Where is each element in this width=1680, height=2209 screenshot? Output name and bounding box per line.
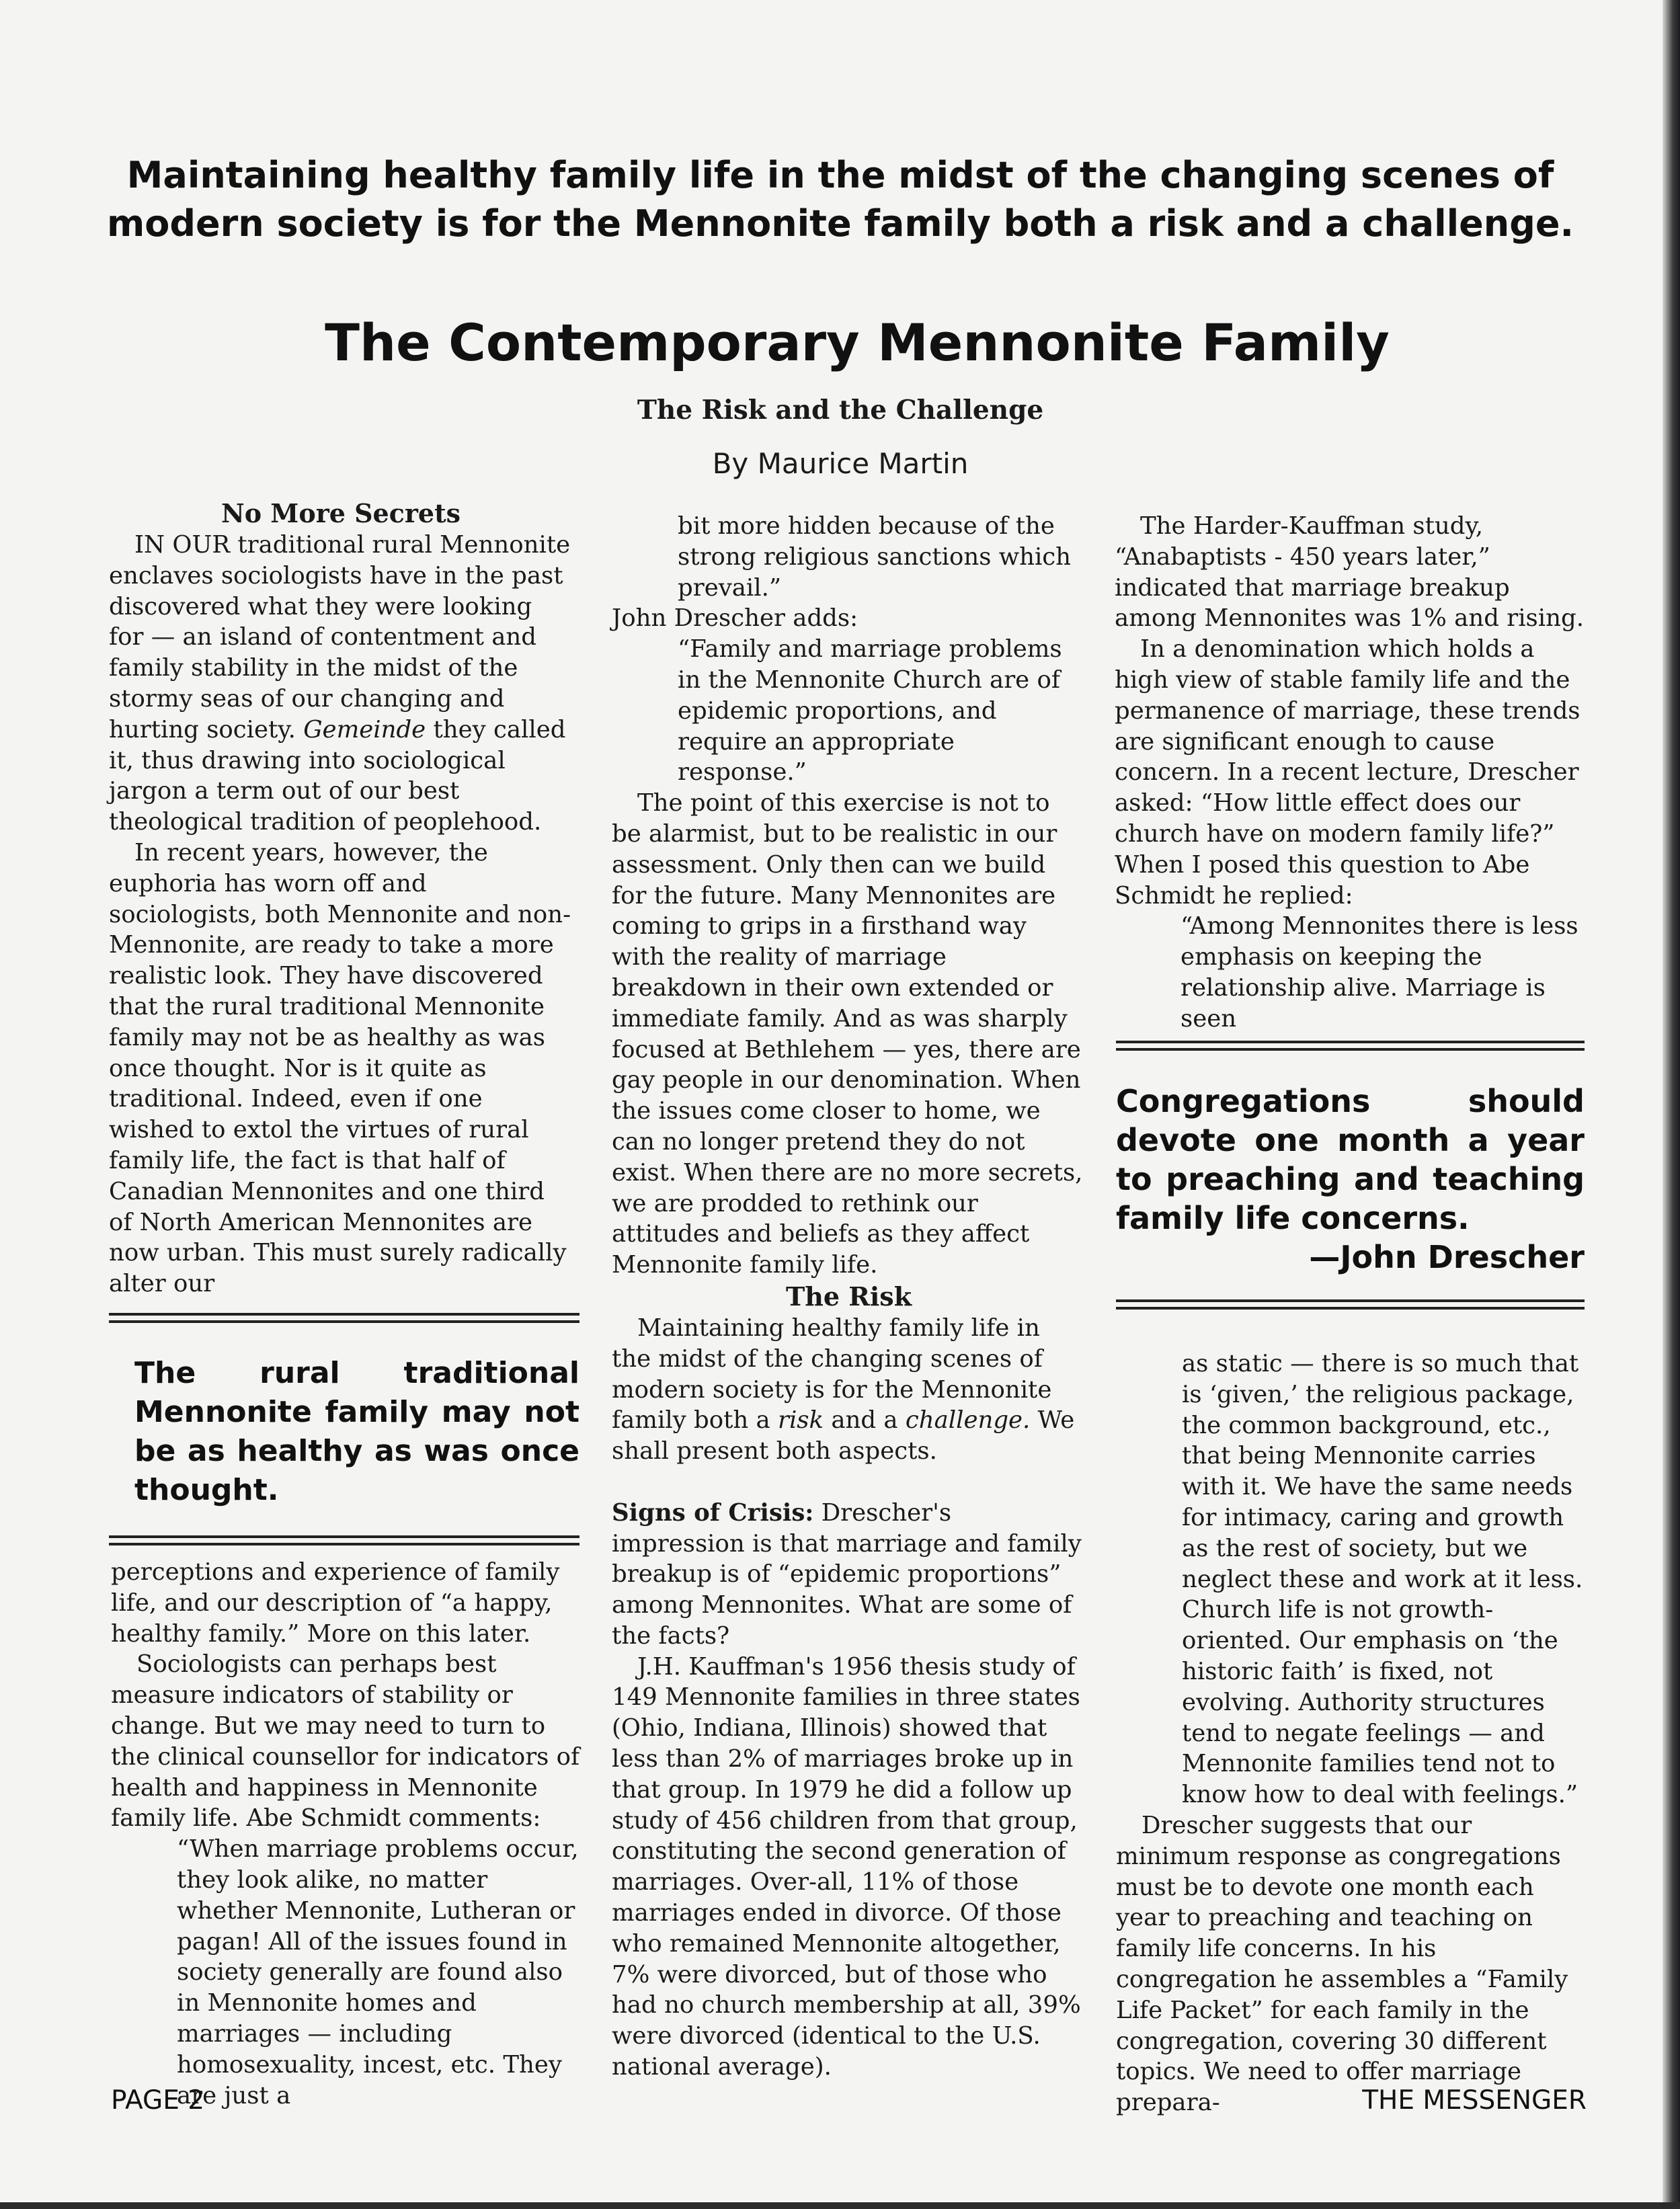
deck-line-1: Maintaining healthy family life in the midst of the changing scenes of — [126, 154, 1554, 196]
pull-quote-text: Congregations should devote one month a year to preaching and teaching family life concerns. — [1116, 1083, 1585, 1236]
column-1-top — [109, 497, 573, 1299]
byline: By Maurice Martin — [712, 447, 969, 480]
pull-quote-1 — [109, 1313, 579, 1545]
block-quote: bit more hidden because of the strong religious sanctions which prevail.” — [678, 512, 1072, 602]
paragraph: In recent years, however, the euphoria has worn off and sociologists, both Mennonite and non-Mennonite, are ready to take a more realistic look. They have discovered that the rural traditional Mennonite family may not be as healthy as was once thought. Nor is it quite as traditional. Indeed, even if one wished to extol the virtues of rural family life, the fact is that half of Canadian Mennonites and one third of North American Mennonites are now urban. This must surely radically alter our — [109, 838, 571, 1298]
paragraph: J.H. Kauffman's 1956 thesis study of 149 Mennonite families in three states (Ohio, Indiana, Illinois) showed that less than 2% of marriages broke up in that group. In 1979 he did a follow up study of 456 children from that group, constituting the second generation of marriages. Over-all, 11% of those marriages ended in divorce. Of those who remained Mennonite altogether, 7% were divorced, but of those who had no church membership at all, 39% were divorced (identical to the U.S. national average). — [612, 1652, 1081, 2081]
paragraph: Maintaining healthy family life in the midst of the changing scenes of modern society is for the Mennonite family both a risk and a challenge. We shall present both aspects. — [612, 1314, 1075, 1465]
paragraph: IN OUR traditional rural Mennonite enclaves sociologists have in the past discovered what they were looking for — an island of contentment and family stability in the midst of the stormy seas of our changing and hurting society. Gemeinde they called it, thus drawing into sociological jargon a term out of our best theological tradition of peoplehood. — [109, 531, 571, 836]
column-2 — [612, 511, 1086, 2083]
deck-line-2: modern society is for the Mennonite family both a risk and a challenge. — [106, 202, 1574, 245]
double-rule — [1116, 1041, 1585, 1043]
deck-headline — [101, 151, 1580, 248]
block-quote: “Family and marriage problems in the Mennonite Church are of epidemic proportions, and require an appropriate response.” — [678, 635, 1062, 787]
paragraph: Drescher suggests that our minimum response as congregations must be to devote one month each year to preaching and teaching on family life concerns. In his congregation he assembles a “Family Life Packet” for each family in the congregation, covering 30 different topics. We need to offer marriage prepara- — [1116, 1811, 1568, 2117]
pull-quote-2 — [1116, 1041, 1585, 1310]
pull-quote-attribution: —John Drescher — [1309, 1239, 1585, 1275]
paragraph: perceptions and experience of family life, and our description of “a happy, healthy family.” More on this later. — [111, 1558, 560, 1648]
double-rule — [1116, 1307, 1585, 1310]
publication-name: THE MESSENGER — [1362, 2085, 1587, 2116]
double-rule — [1116, 1299, 1585, 1302]
heading-no-more-secrets: No More Secrets — [221, 498, 461, 528]
block-quote: as static — there is so much that is ‘given,’ the religious package, the common background, etc., that being Mennonite carries with it. We have the same needs for intimacy, caring and growth as the rest of society, but we neglect these and work at it less. Church life is not growth-oriented. Our emphasis on ‘the historic faith’ is fixed, not evolving. Authority structures tend to negate feelings — and Mennonite families tend not to know how to deal with feelings.” — [1182, 1350, 1583, 1809]
column-1-bottom — [111, 1557, 582, 2111]
double-rule — [109, 1535, 579, 1538]
scan-edge-right — [1663, 0, 1680, 2209]
paragraph: John Drescher adds: — [612, 604, 858, 633]
paragraph: Sociologists can perhaps best measure indicators of stability or change. But we may need to turn to the clinical counsellor for indicators of health and happiness in Mennonite family life. Abe Schmidt comments: — [111, 1650, 580, 1833]
page-number: PAGE 2 — [111, 2085, 205, 2116]
column-3-top — [1115, 511, 1585, 1035]
paragraph: The point of this exercise is not to be alarmist, but to be realistic in our assessment. Only then can we build for the future. Many Mennonites are coming to grips in a firsthand way with the reality of marriage breakdown in their own extended or immediate family. And as was sharply focused at Bethlehem — yes, there are gay people in our denomination. When the issues come closer to home, we can no longer pretend they do not exist. When there are no more secrets, we are prodded to rethink our attitudes and beliefs as they affect Mennonite family life. — [612, 789, 1083, 1279]
double-rule — [109, 1313, 579, 1316]
double-rule — [109, 1543, 579, 1545]
block-quote: “When marriage problems occur, they look alike, no matter whether Mennonite, Lutheran or pagan! All of the issues found in society generally are found also in Mennonite homes and marriages — including homosexuality, incest, etc. They are just a — [177, 1835, 579, 2110]
heading-the-risk: The Risk — [785, 1281, 912, 1312]
article-title: The Contemporary Mennonite Family — [325, 313, 1390, 372]
paragraph: In a denomination which holds a high view of stable family life and the permanence of marriage, these trends are significant enough to cause concern. In a recent lecture, Drescher asked: “How little effect does our church have on modern family life?” When I posed this question to Abe Schmidt he replied: — [1115, 635, 1581, 910]
paragraph: The Harder-Kauffman study, “Anabaptists - 450 years later,” indicated that marriage breakup among Mennonites was 1% and rising. — [1115, 512, 1584, 633]
paragraph: Signs of Crisis: Drescher's impression is that marriage and family breakup is of “epidemic proportions” among Mennonites. What are some of the facts? — [612, 1498, 1082, 1650]
pull-quote-text: The rural traditional Mennonite family may not be as healthy as was once thought. — [134, 1356, 579, 1507]
column-3-bottom — [1116, 1349, 1587, 2118]
spacer — [612, 1467, 1086, 1498]
article-subtitle: The Risk and the Challenge — [637, 395, 1044, 426]
block-quote: “Among Mennonites there is less emphasis on keeping the relationship alive. Marriage is seen — [1181, 912, 1578, 1033]
scan-edge-bottom — [0, 2202, 1680, 2209]
